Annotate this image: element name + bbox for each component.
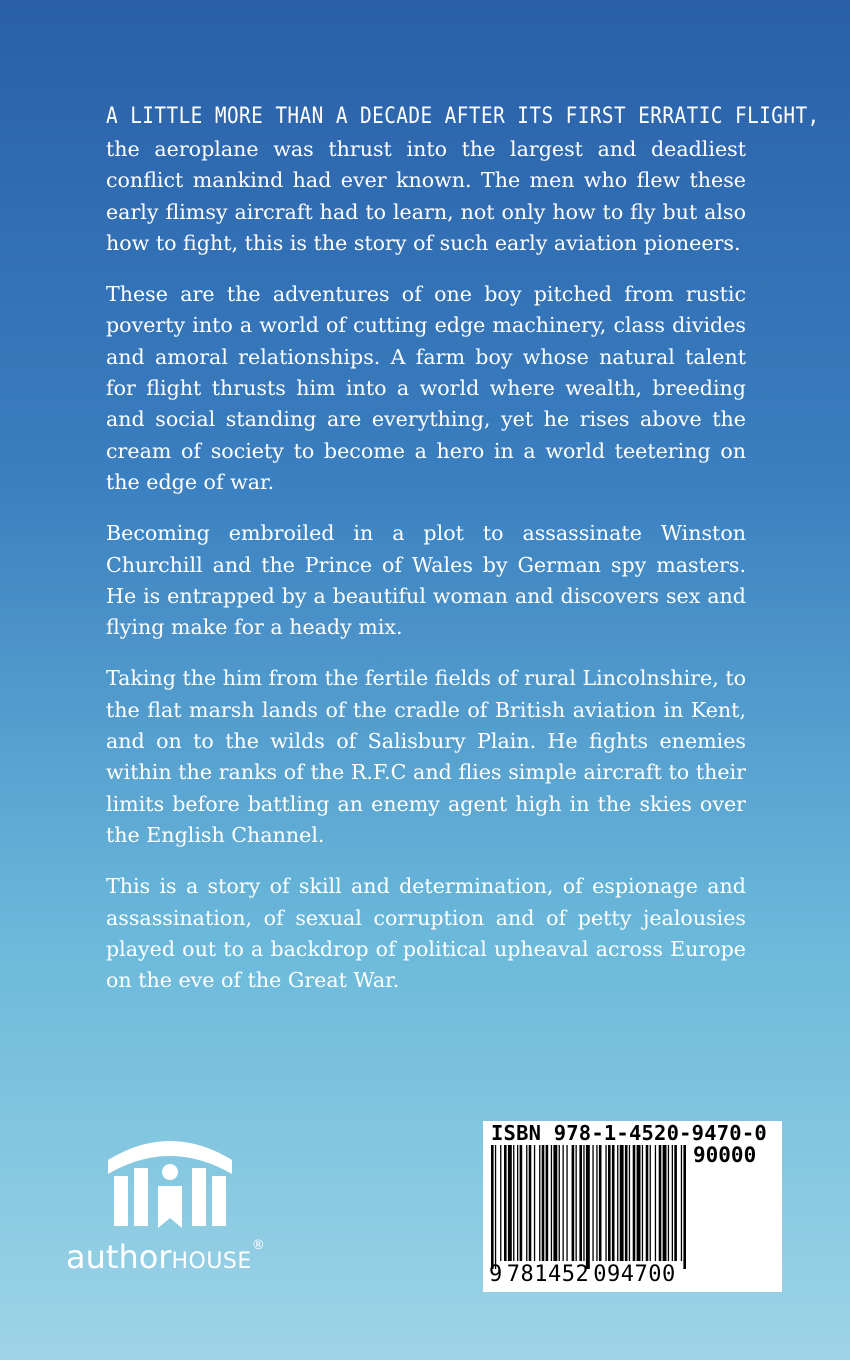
barcode-bar (599, 1145, 602, 1261)
blurb-paragraph-4: Taking the him from the fertile fields of rural Lincolnshire, to the flat marsh lands of the cradle of British aviation in Kent, and on to the wilds of Salisbury Plain. He fights enemies within the ranks of the R.F.C and flies simple aircraft to their limits before battling an enemy agent high in the skies over the English Channel. (106, 666, 746, 847)
barcode-bar (517, 1145, 518, 1261)
barcode-bar (508, 1145, 512, 1261)
barcode-bar (659, 1145, 662, 1261)
barcode-bar (504, 1145, 507, 1261)
blurb-paragraph-3: Becoming embroiled in a plot to assassinate Winston Churchill and the Prince of Wales by German spy masters. He is entrapped by a beautiful woman and discovers sex and flying make for a heady mix. (106, 521, 746, 640)
barcode-bar (546, 1145, 549, 1261)
barcode-bars (491, 1145, 691, 1275)
barcode-bar (534, 1145, 535, 1261)
barcode-bar (539, 1145, 540, 1261)
barcode-bar (646, 1145, 649, 1261)
barcode-bar (620, 1145, 624, 1261)
publisher-name (66, 1238, 296, 1276)
barcode-bar (637, 1145, 641, 1261)
barcode-bar (576, 1145, 577, 1261)
barcode-bar (617, 1145, 618, 1261)
price-code: 90000 (693, 1143, 757, 1167)
isbn-barcode (483, 1121, 782, 1292)
blurb (106, 100, 820, 1016)
barcode-bar (495, 1145, 496, 1269)
registered-mark: ® (251, 1238, 265, 1253)
barcode-bar (559, 1145, 560, 1261)
isbn-label: ISBN 978-1-4520-9470-0 (491, 1121, 767, 1145)
barcode-bar (625, 1145, 628, 1261)
barcode-digit-group-1: 781452 (506, 1262, 590, 1287)
barcode-bar (513, 1145, 514, 1261)
publisher-logo (66, 1130, 286, 1280)
barcode-bar (633, 1145, 636, 1261)
barcode-digits (489, 1262, 676, 1287)
barcode-bar (608, 1145, 611, 1261)
barcode-bar (650, 1145, 651, 1261)
barcode-bar (572, 1145, 575, 1261)
barcode-bar (683, 1145, 686, 1269)
barcode-bar (583, 1145, 584, 1261)
blurb-paragraph-1: the aeroplane was thrust into the largest and deadliest conflict mankind had ever known. The men who flew these early flimsy aircraft had to learn, not only how to fly but also how to fight, this is the story of such early aviation pioneers. (106, 137, 746, 255)
barcode-bar (491, 1145, 494, 1269)
barcode-bar (655, 1145, 656, 1261)
publisher-name-house: HOUSE (171, 1249, 252, 1274)
blurb-paragraph-2: These are the adventures of one boy pitched from rustic poverty into a world of cutting edge machinery, class divides and amoral relationships. A farm boy whose natural talent for flight thrusts him into a world where wealth, breeding and social standing are everything, yet he rises above the cream of society to become a hero in a world teetering on the edge of war. (106, 282, 746, 494)
barcode-bar (592, 1145, 593, 1261)
publisher-name-author: author (66, 1238, 172, 1276)
barcode-bar (520, 1145, 523, 1261)
barcode-bar (668, 1145, 669, 1261)
barcode-bar (579, 1145, 582, 1261)
barcode-bar (566, 1145, 567, 1261)
barcode-bar (663, 1145, 667, 1261)
barcode-bar (672, 1145, 673, 1261)
barcode-bar (642, 1145, 643, 1261)
barcode-bar (500, 1145, 501, 1261)
barcode-bar (529, 1145, 532, 1261)
blurb-paragraph-5: This is a story of skill and determination, of espionage and assassination, of sexual corruption and of petty jealousies played out to a backdrop of political upheaval across Europe on the eve of the Great War. (106, 874, 746, 993)
barcode-digit-lead: 9 (489, 1262, 503, 1287)
barcode-bar (674, 1145, 677, 1261)
barcode-bar (563, 1145, 564, 1261)
blurb-lead: A LITTLE MORE THAN A DECADE AFTER ITS FIRST ERRATIC FLIGHT, (106, 104, 820, 129)
barcode-bar (612, 1145, 615, 1261)
barcode-bar (553, 1145, 557, 1261)
barcode-bar (586, 1145, 590, 1269)
barcode-bar (596, 1145, 597, 1261)
barcode-digit-group-2: 094700 (593, 1262, 676, 1287)
barcode-bar (681, 1145, 682, 1261)
barcode-bar (542, 1145, 545, 1261)
barcode-bar (526, 1145, 527, 1261)
barcode-bar (551, 1145, 552, 1261)
barcode-bar (605, 1145, 606, 1261)
barcode-bar (629, 1145, 630, 1261)
authorhouse-logo-icon (104, 1130, 236, 1230)
